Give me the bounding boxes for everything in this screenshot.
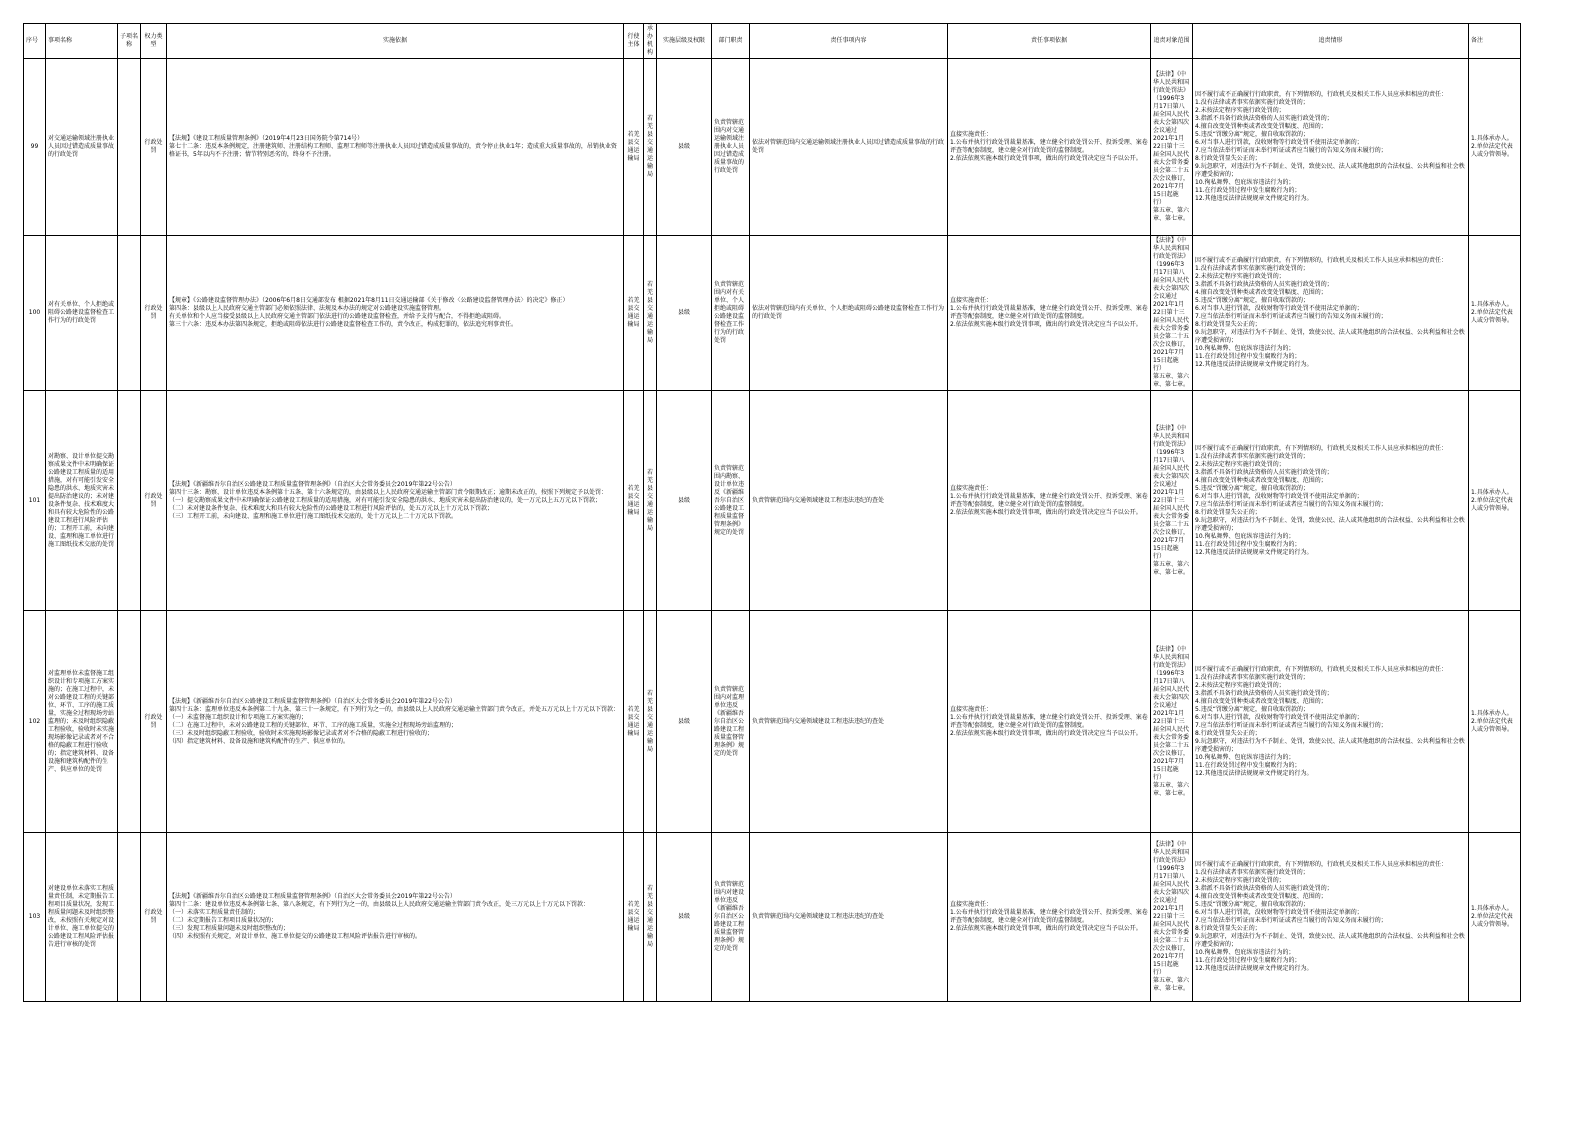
header-row bbox=[24, 24, 1521, 59]
cell-sub bbox=[118, 833, 141, 1002]
cell-org: 若羌县交通运输局 bbox=[644, 833, 657, 1002]
cell-basis: 【法规】《建设工程质量管理条例》（2019年4月23日国务院令第714号） 第七十二条：违反本条例规定，注册建筑师、注册结构工程师、监理工程师等注册执业人员因过错造成质量事故的，责令停止执业1年；造成重大质量事故的，吊销执业资格证书，5年以内不予注册；情节特别恶劣的，终身不予注册。 bbox=[167, 59, 624, 236]
cell-target: 1.具体承办人。 2.单位法定代表人或分管领导。 bbox=[1469, 611, 1521, 833]
cell-content-basis: 【法律】《中华人民共和国行政处罚法》（1996年3月17日第八届全国人民代表大会第四次会议通过 2021年1月22日第十三届全国人民代表大会常务委员会第二十五次会议修订，2021年7月15日起施行） 第五章、第六章、第七章。 bbox=[1151, 833, 1193, 1002]
cell-target: 1.具体承办人。 2.单位法定代表人或分管领导。 bbox=[1469, 236, 1521, 391]
cell-target: 1.具体承办人。 2.单位法定代表人或分管领导。 bbox=[1469, 59, 1521, 236]
cell-accountability: 因不履行或不正确履行行政职责，有下列情形的，行政机关及相关工作人员应承担相应的责任： 1.没有法律或者事实依据实施行政处罚的； 2.未按法定程序实施行政处罚的； 3.指派不具备行政执法资格的人员实施行政处罚的； 4.擅自改变处罚种类或者改变处罚幅度、范围的； 5.违反“罚缴分离”规定，擅自收取罚款的； 6.对当事人进行罚款，没收财物等行政处罚不使用法定单据的； 7.应当依法举行听证而未举行听证或者应当履行的告知义务而未履行的； 8.行政处罚显失公正的； 9.玩忽职守，对违法行为不予制止、处罚，致使公民、法人或其他组织的合法权益、公共利益和社会秩序遭受损害的； 10.徇私舞弊、包庇纵容违法行为的； 11.在行政处罚过程中发生腐败行为的； 12.其他违反法律法规规章文件规定的行为。 bbox=[1193, 236, 1469, 391]
header-duty: 部门职责 bbox=[712, 24, 750, 59]
cell-level: 县级 bbox=[657, 391, 712, 611]
cell-type: 行政处罚 bbox=[141, 611, 167, 833]
table-row bbox=[24, 236, 1521, 391]
cell-level: 县级 bbox=[657, 833, 712, 1002]
cell-sub bbox=[118, 611, 141, 833]
cell-name: 对建设单位未落实工程质量责任制，未定期报告工程项目质量状况，发现工程质量问题未及时组织整改，未按照有关规定对设计单位、施工单位提交的公路建设工程风险评估报告进行审核的处罚 bbox=[46, 833, 118, 1002]
header-accountability: 追责情形 bbox=[1193, 24, 1469, 59]
cell-content-basis: 【法律】《中华人民共和国行政处罚法》（1996年3月17日第八届全国人民代表大会第四次会议通过 2021年1月22日第十三届全国人民代表大会常务委员会第二十五次会议修订，2021年7月15日起施行） 第五章、第六章、第七章。 bbox=[1151, 59, 1193, 236]
cell-content: 直接实施责任： 1.公布并执行行政处罚裁量基准，建立健全行政处罚公开、投诉受理、案卷评查等配套制度，建立健全对行政处罚的监督制度。 2.依法依规实施本级行政处罚事项，做出的行政处罚决定应当予以公开。 bbox=[948, 59, 1151, 236]
cell-subject: 若羌县交通运输局 bbox=[624, 833, 644, 1002]
cell-content-pre: 负责管辖范围内交通领域建设工程违法违纪的查处 bbox=[750, 833, 948, 1002]
cell-org: 若羌县交通运输局 bbox=[644, 59, 657, 236]
cell-level: 县级 bbox=[657, 611, 712, 833]
cell-sub bbox=[118, 236, 141, 391]
cell-duty: 负责管辖范围内勘察、设计单位违反《新疆维吾尔自治区公路建设工程质量监督管理条例》规定的处罚 bbox=[712, 391, 750, 611]
header-sub: 子项名称 bbox=[118, 24, 141, 59]
cell-name: 对有关单位、个人拒绝或阻碍公路建设监督检查工作行为的行政处罚 bbox=[46, 236, 118, 391]
cell-content-pre: 负责管辖范围内交通领域建设工程违法违纪的查处 bbox=[750, 611, 948, 833]
cell-duty: 负责管辖范围内对有关单位、个人拒绝或阻碍公路建设监督检查工作行为的行政处罚 bbox=[712, 236, 750, 391]
cell-basis: 【法规】《新疆维吾尔自治区公路建设工程质量监督管理条例》（自治区大会常务委员会2019年第22号公告） 第四十三条：勘察、设计单位违反本条例第十五条、第十六条规定的，由县级以上人民政府交通运输主管部门责令限期改正；逾期未改正的，按照下列规定予以处罚： （一）提交勘察成果文件中未明确保证公路建设工程质量的适用措施，对有可能引发安全隐患的洪水、地质灾害未提出防治建议的，处一万元以上五万元以下罚款； （二）未对建设条件复杂、技术难度大和具有较大危险性的公路建设工程进行风险评估的，处五万元以上十万元以下罚款； （三）工程开工前，未向建设、监理和施工单位进行施工图纸技术交底的，处十万元以上二十万元以下罚款。 bbox=[167, 391, 624, 611]
cell-accountability: 因不履行或不正确履行行政职责，有下列情形的，行政机关及相关工作人员应承担相应的责任： 1.没有法律或者事实依据实施行政处罚的； 2.未按法定程序实施行政处罚的； 3.指派不具备行政执法资格的人员实施行政处罚的； 4.擅自改变处罚种类或者改变处罚幅度、范围的； 5.违反“罚缴分离”规定，擅自收取罚款的； 6.对当事人进行罚款，没收财物等行政处罚不使用法定单据的； 7.应当依法举行听证而未举行听证或者应当履行的告知义务而未履行的； 8.行政处罚显失公正的； 9.玩忽职守，对违法行为不予制止、处罚，致使公民、法人或其他组织的合法权益、公共利益和社会秩序遭受损害的； 10.徇私舞弊、包庇纵容违法行为的； 11.在行政处罚过程中发生腐败行为的； 12.其他违反法律法规规章文件规定的行为。 bbox=[1193, 59, 1469, 236]
cell-name: 对交通运输领域注册执业人员因过错造成质量事故的行政处罚 bbox=[46, 59, 118, 236]
header-type: 权力类型 bbox=[141, 24, 167, 59]
table-row bbox=[24, 611, 1521, 833]
cell-type: 行政处罚 bbox=[141, 59, 167, 236]
cell-level: 县级 bbox=[657, 236, 712, 391]
cell-no: 100 bbox=[24, 236, 46, 391]
cell-accountability: 因不履行或不正确履行行政职责，有下列情形的，行政机关及相关工作人员应承担相应的责任： 1.没有法律或者事实依据实施行政处罚的； 2.未按法定程序实施行政处罚的； 3.指派不具备行政执法资格的人员实施行政处罚的； 4.擅自改变处罚种类或者改变处罚幅度、范围的； 5.违反“罚缴分离”规定，擅自收取罚款的； 6.对当事人进行罚款，没收财物等行政处罚不使用法定单据的； 7.应当依法举行听证而未举行听证或者应当履行的告知义务而未履行的； 8.行政处罚显失公正的； 9.玩忽职守，对违法行为不予制止、处罚，致使公民、法人或其他组织的合法权益、公共利益和社会秩序遭受损害的； 10.徇私舞弊、包庇纵容违法行为的； 11.在行政处罚过程中发生腐败行为的； 12.其他违反法律法规规章文件规定的行为。 bbox=[1193, 611, 1469, 833]
cell-content: 直接实施责任： 1.公布并执行行政处罚裁量基准，建立健全行政处罚公开、投诉受理、案卷评查等配套制度，建立健全对行政处罚的监督制度。 2.依法依规实施本级行政处罚事项，做出的行政处罚决定应当予以公开。 bbox=[948, 391, 1151, 611]
cell-accountability: 因不履行或不正确履行行政职责，有下列情形的，行政机关及相关工作人员应承担相应的责任： 1.没有法律或者事实依据实施行政处罚的； 2.未按法定程序实施行政处罚的； 3.指派不具备行政执法资格的人员实施行政处罚的； 4.擅自改变处罚种类或者改变处罚幅度、范围的； 5.违反“罚缴分离”规定，擅自收取罚款的； 6.对当事人进行罚款，没收财物等行政处罚不使用法定单据的； 7.应当依法举行听证而未举行听证或者应当履行的告知义务而未履行的； 8.行政处罚显失公正的； 9.玩忽职守，对违法行为不予制止、处罚，致使公民、法人或其他组织的合法权益、公共利益和社会秩序遭受损害的； 10.徇私舞弊、包庇纵容违法行为的； 11.在行政处罚过程中发生腐败行为的； 12.其他违反法律法规规章文件规定的行为。 bbox=[1193, 391, 1469, 611]
cell-target: 1.具体承办人。 2.单位法定代表人或分管领导。 bbox=[1469, 833, 1521, 1002]
cell-type: 行政处罚 bbox=[141, 833, 167, 1002]
cell-content-basis: 【法律】《中华人民共和国行政处罚法》（1996年3月17日第八届全国人民代表大会第四次会议通过 2021年1月22日第十三届全国人民代表大会常务委员会第二十五次会议修订，2021年7月15日起施行） 第五章、第六章、第七章。 bbox=[1151, 391, 1193, 611]
duty-list-table bbox=[23, 23, 1521, 1002]
cell-target: 1.具体承办人。 2.单位法定代表人或分管领导。 bbox=[1469, 391, 1521, 611]
cell-org: 若羌县交通运输局 bbox=[644, 391, 657, 611]
header-org: 承办机构 bbox=[644, 24, 657, 59]
cell-content-basis: 【法律】《中华人民共和国行政处罚法》（1996年3月17日第八届全国人民代表大会第四次会议通过 2021年1月22日第十三届全国人民代表大会常务委员会第二十五次会议修订，2021年7月15日起施行） 第五章、第六章、第七章。 bbox=[1151, 611, 1193, 833]
cell-sub bbox=[118, 59, 141, 236]
header-name: 事项名称 bbox=[46, 24, 118, 59]
cell-basis: 【法规】《新疆维吾尔自治区公路建设工程质量监督管理条例》（自治区大会常务委员会2019年第22号公告） 第四十五条：监理单位违反本条例第二十九条、第三十一条规定，有下列行为之一的，由县级以上人民政府交通运输主管部门责令改正，并处五万元以上十万元以下罚款： （一）未监督施工组织设计和专项施工方案实施的； （二）在施工过程中，未对公路建设工程的关键部位、环节、工序的施工质量，实施全过程现场旁站监理的； （三）未及时组织隐蔽工程验收，验收时未实施现场影像记录或者对不合格的隐蔽工程进行验收的； （四）指定建筑材料、设备设施和建筑构配件的生产、供应单位的。 bbox=[167, 611, 624, 833]
cell-duty: 负责管辖范围内对交通运输领域注册执业人员因过错造成质量事故的行政处罚 bbox=[712, 59, 750, 236]
header-content-basis: 责任事项依据 bbox=[948, 24, 1151, 59]
header-basis: 实施依据 bbox=[167, 24, 624, 59]
cell-org: 若羌县交通运输局 bbox=[644, 611, 657, 833]
table-row bbox=[24, 59, 1521, 236]
cell-type: 行政处罚 bbox=[141, 391, 167, 611]
cell-no: 103 bbox=[24, 833, 46, 1002]
cell-basis: 【法规】《新疆维吾尔自治区公路建设工程质量监督管理条例》（自治区大会常务委员会2019年第22号公告） 第四十二条：建设单位违反本条例第七条、第八条规定，有下列行为之一的，由县级以上人民政府交通运输主管部门责令改正，处三万元以上十万元以下罚款： （一）未落实工程质量责任制的； （二）未定期报告工程项目质量状况的； （三）发现工程质量问题未及时组织整改的； （四）未按照有关规定，对设计单位、施工单位提交的公路建设工程风险评估报告进行审核的。 bbox=[167, 833, 624, 1002]
cell-content: 直接实施责任： 1.公布并执行行政处罚裁量基准，建立健全行政处罚公开、投诉受理、案卷评查等配套制度，建立健全对行政处罚的监督制度。 2.依法依规实施本级行政处罚事项，做出的行政处罚决定应当予以公开。 bbox=[948, 833, 1151, 1002]
cell-subject: 若羌县交通运输局 bbox=[624, 236, 644, 391]
cell-duty: 负责管辖范围内对监理单位违反《新疆维吾尔自治区公路建设工程质量监督管理条例》规定的处罚 bbox=[712, 611, 750, 833]
cell-name: 对勘察、设计单位提交勘察成果文件中未明确保证公路建设工程质量的适用措施，对有可能引发安全隐患的洪水、地质灾害未提出防治建议的；未对建设条件复杂、技术难度大和具有较大危险性的公路建设工程进行风险评估的；工程开工前，未向建设、监理和施工单位进行施工图纸技术交底的处罚 bbox=[46, 391, 118, 611]
cell-subject: 若羌县交通运输局 bbox=[624, 391, 644, 611]
cell-subject: 若羌县交通运输局 bbox=[624, 611, 644, 833]
header-subject: 行使主体 bbox=[624, 24, 644, 59]
cell-content: 直接实施责任： 1.公布并执行行政处罚裁量基准，建立健全行政处罚公开、投诉受理、案卷评查等配套制度，建立健全对行政处罚的监督制度。 2.依法依规实施本级行政处罚事项，做出的行政处罚决定应当予以公开。 bbox=[948, 236, 1151, 391]
cell-subject: 若羌县交通运输局 bbox=[624, 59, 644, 236]
cell-content-pre: 依法对管辖范围内有关单位、个人拒绝或阻碍公路建设监督检查工作行为的行政处罚 bbox=[750, 236, 948, 391]
cell-org: 若羌县交通运输局 bbox=[644, 236, 657, 391]
cell-content: 直接实施责任： 1.公布并执行行政处罚裁量基准，建立健全行政处罚公开、投诉受理、案卷评查等配套制度，建立健全对行政处罚的监督制度。 2.依法依规实施本级行政处罚事项，做出的行政处罚决定应当予以公开。 bbox=[948, 611, 1151, 833]
cell-duty: 负责管辖范围内对建设单位违反《新疆维吾尔自治区公路建设工程质量监督管理条例》规定的处罚 bbox=[712, 833, 750, 1002]
cell-content-basis: 【法律】《中华人民共和国行政处罚法》（1996年3月17日第八届全国人民代表大会第四次会议通过 2021年1月22日第十三届全国人民代表大会常务委员会第二十五次会议修订，2021年7月15日起施行） 第五章、第六章、第七章。 bbox=[1151, 236, 1193, 391]
cell-no: 101 bbox=[24, 391, 46, 611]
cell-no: 99 bbox=[24, 59, 46, 236]
cell-content-pre: 负责管辖范围内交通领域建设工程违法违纪的查处 bbox=[750, 391, 948, 611]
cell-no: 102 bbox=[24, 611, 46, 833]
cell-name: 对监理单位未监督施工组织设计和专项施工方案实施的；在施工过程中，未对公路建设工程的关键部位、环节、工序的施工质量，实施全过程现场旁站监理的；未及时组织隐蔽工程验收，验收时未实施现场影像记录或者对不合格的隐蔽工程进行验收的；指定建筑材料、设备设施和建筑构配件的生产、供应单位的处罚 bbox=[46, 611, 118, 833]
header-note: 备注 bbox=[1469, 24, 1521, 59]
header-target: 追责对象范围 bbox=[1151, 24, 1193, 59]
cell-level: 县级 bbox=[657, 59, 712, 236]
cell-type: 行政处罚 bbox=[141, 236, 167, 391]
cell-basis: 【规章】《公路建设监督管理办法》（2006年6月8日交通部发布 根据2021年8月11日交通运输部《关于修改〈公路建设监督管理办法〉的决定》修正） 第四条：县级以上人民政府交通主管部门必须依照法律、法规及本办法的规定对公路建设实施监督管理。 有关单位和个人应当接受县级以上人民政府交通主管部门依法进行的公路建设监督检查，并给予支持与配合，不得拒绝或阻碍。 第三十六条：违反本办法第四条规定，拒绝或阻碍依法进行公路建设监督检查工作的，责令改正，构成犯罪的，依法追究刑事责任。 bbox=[167, 236, 624, 391]
header-content: 责任事项内容 bbox=[750, 24, 948, 59]
cell-accountability: 因不履行或不正确履行行政职责，有下列情形的，行政机关及相关工作人员应承担相应的责任： 1.没有法律或者事实依据实施行政处罚的； 2.未按法定程序实施行政处罚的； 3.指派不具备行政执法资格的人员实施行政处罚的； 4.擅自改变处罚种类或者改变处罚幅度、范围的； 5.违反“罚缴分离”规定，擅自收取罚款的； 6.对当事人进行罚款，没收财物等行政处罚不使用法定单据的； 7.应当依法举行听证而未举行听证或者应当履行的告知义务而未履行的； 8.行政处罚显失公正的； 9.玩忽职守，对违法行为不予制止、处罚，致使公民、法人或其他组织的合法权益、公共利益和社会秩序遭受损害的； 10.徇私舞弊、包庇纵容违法行为的； 11.在行政处罚过程中发生腐败行为的； 12.其他违反法律法规规章文件规定的行为。 bbox=[1193, 833, 1469, 1002]
table-row bbox=[24, 833, 1521, 1002]
header-no: 序号 bbox=[24, 24, 46, 59]
cell-content-pre: 依法对管辖范围内交通运输领域注册执业人员因过错造成质量事故的行政处罚 bbox=[750, 59, 948, 236]
table-row bbox=[24, 391, 1521, 611]
cell-sub bbox=[118, 391, 141, 611]
header-level: 实施层级及权限 bbox=[657, 24, 712, 59]
